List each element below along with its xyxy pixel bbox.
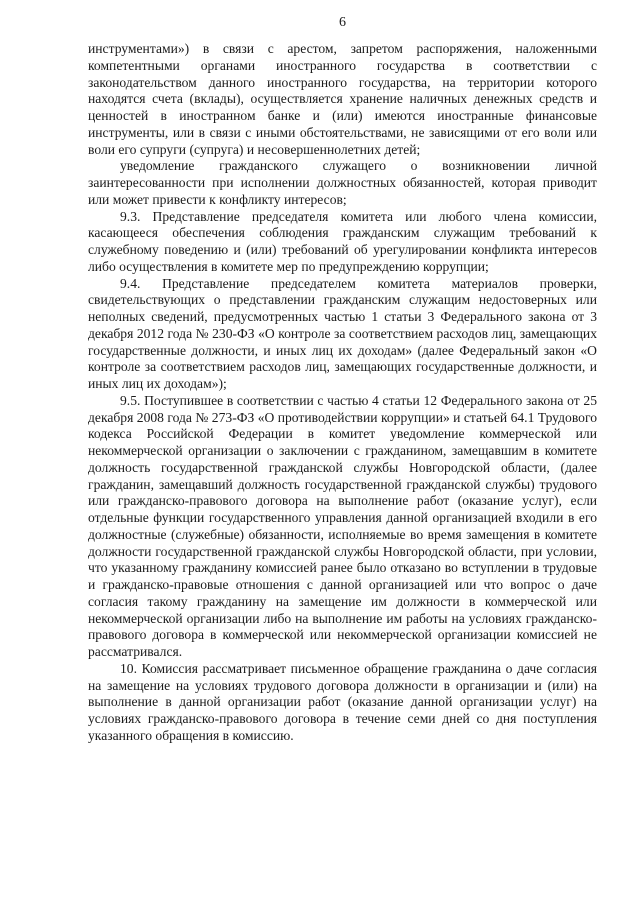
paragraph-continuation: инструментами») в связи с арестом, запретом распоряжения, наложенными компетентными органами иностранного государства в соответствии с законодательством данного иностранного государства, на территории которого находятся счета (вклады), осуществляется хранение наличных денежных средств и ценностей в иностранном банке и (или) имеются иностранные финансовые инструменты, или в связи с иными обстоятельствами, не зависящими от его воли или воли его супруги (супруга) и несовершеннолетних детей; bbox=[88, 41, 597, 157]
page-number: 6 bbox=[339, 15, 346, 30]
paragraph-9-4: 9.4. Представление председателем комитета материалов проверки, свидетельствующих о представлении гражданским служащим недостоверных или неполных сведений, предусмотренных частью 1 статьи 3 Федерального закона от 3 декабря 2012 года № 230-ФЗ «О контроле за соответствием расходов лиц, замещающих государственные должности, и иных лиц их доходам» (далее Федеральный закон «О контроле за соответствием расходов лиц, замещающих государственные должности, и иных лиц их доходам»); bbox=[88, 275, 597, 391]
paragraph-9-5: 9.5. Поступившее в соответствии с частью 4 статьи 12 Федерального закона от 25 декабря 2008 года № 273-ФЗ «О противодействии коррупции» и статьей 64.1 Трудового кодекса Российской Федерации в комитет уведомление коммерческой или некоммерческой организации о заключении с гражданином, замещавшим в комитете должность государственной гражданской службы Новгородской области, (далее гражданин, замещавший должность государственной гражданской службы) трудового или гражданско-правового договора на выполнение работ (оказание услуг), если отдельные функции государственного управления данной организацией входили в его должностные (служебные) обязанности, исполняемые во время замещения в комитете должности государственной гражданской службы Новгородской области, при условии, что указанному гражданину комиссией ранее было отказано во вступлении в трудовые и гражданско-правовые отношения с данной организацией или что вопрос о даче согласия такому гражданину на замещение им должности в коммерческой или некоммерческой организации либо на выполнение им работы на условиях гражданско-правового договора в коммерческой или некоммерческой организации комиссией не рассматривался. bbox=[88, 392, 597, 659]
paragraph-10: 10. Комиссия рассматривает письменное обращение гражданина о даче согласия на замещение на условиях трудового договора должности в организации и (или) на выполнение в данной организации работ (оказание данной организации услуг) на условиях гражданско-правового договора в течение семи дней со дня поступления указанного обращения в комиссию. bbox=[88, 660, 597, 743]
paragraph-9-3: 9.3. Представление председателя комитета или любого члена комиссии, касающееся обеспечения соблюдения гражданским служащим требований к служебному поведению и (или) требований об урегулировании конфликта интересов либо осуществления в комитете мер по предупреждению коррупции; bbox=[88, 208, 597, 274]
paragraph-notification: уведомление гражданского служащего о возникновении личной заинтересованности при исполнении должностных обязанностей, которая приводит или может привести к конфликту интересов; bbox=[88, 158, 597, 207]
